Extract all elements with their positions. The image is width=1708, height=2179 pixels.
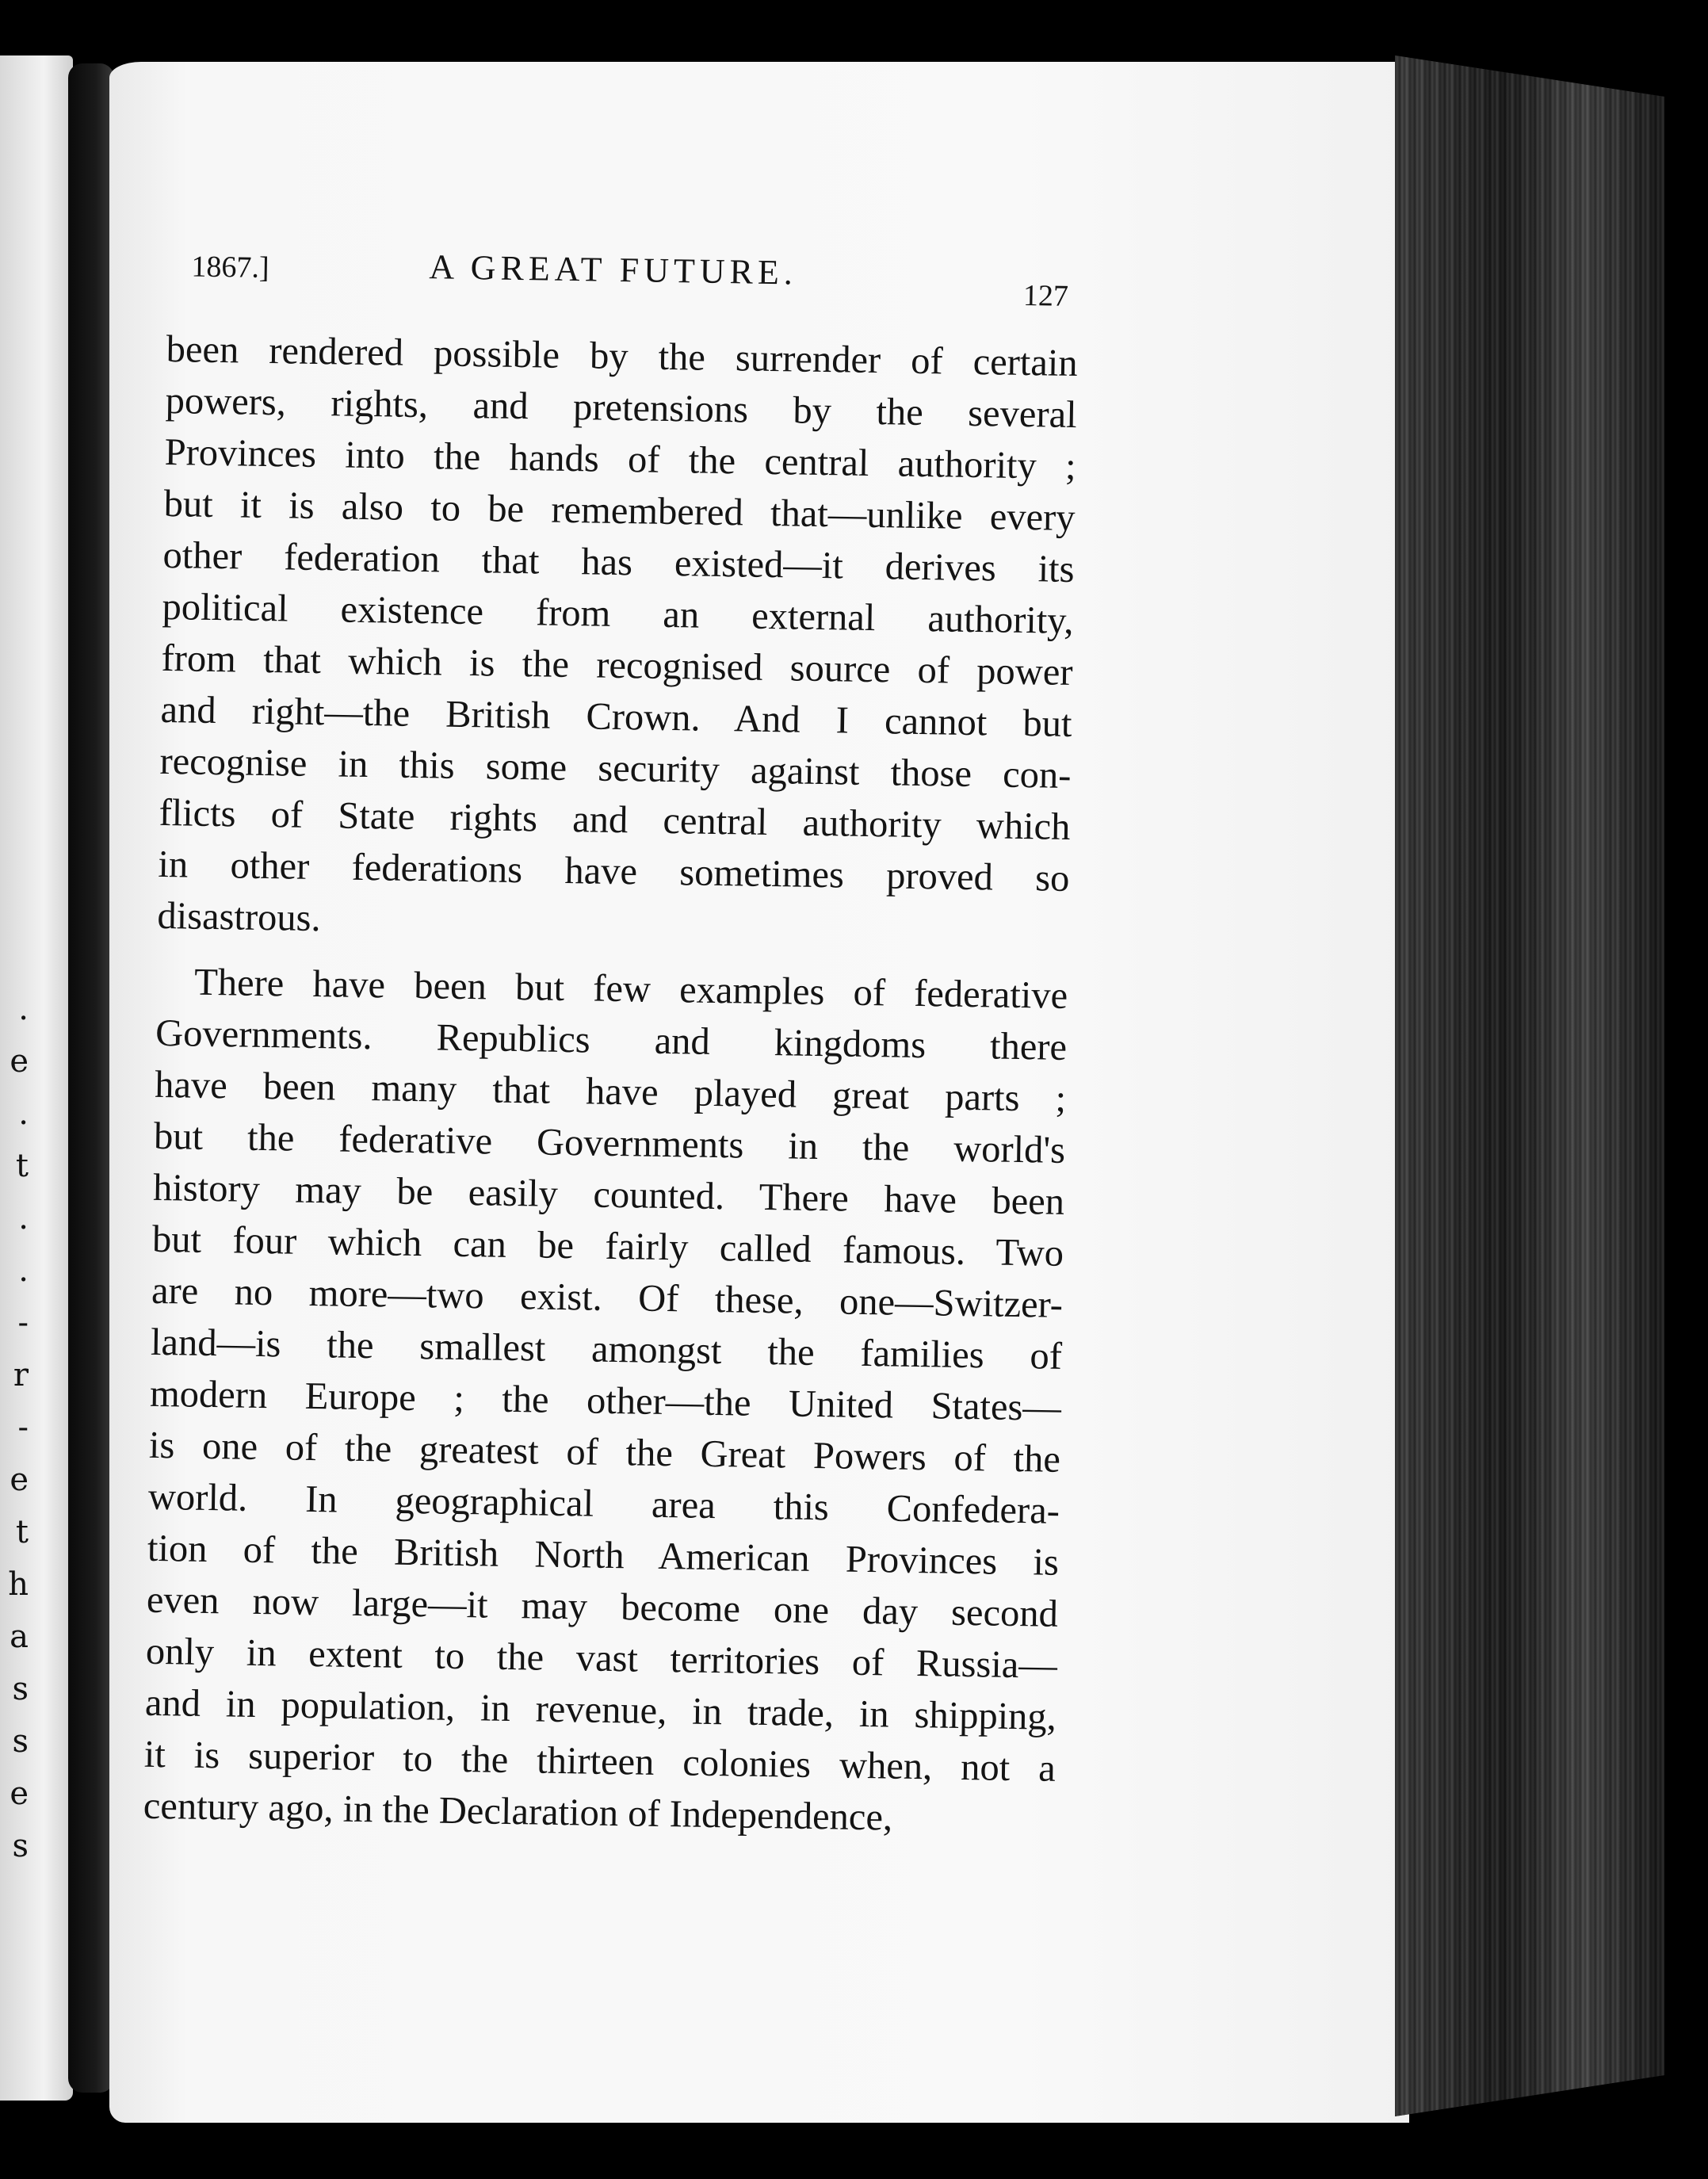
text-line: but it is also to be remembered that—unlike every — [163, 482, 1076, 540]
text-line: land—is the smallest amongst the families of — [150, 1321, 1063, 1378]
previous-page-fragment: . — [18, 991, 29, 1027]
text-line: flicts of State rights and central authority which — [159, 791, 1071, 848]
previous-page-fragment: h — [8, 1566, 29, 1603]
text-line: modern Europe ; the other—the United States— — [149, 1372, 1062, 1429]
text-line: history may be easily counted. There have been — [152, 1166, 1065, 1223]
previous-page-fragment: - — [17, 1409, 29, 1446]
previous-page-fragment: e — [10, 1462, 29, 1498]
previous-page-fragment: . — [18, 1095, 29, 1132]
running-head — [166, 236, 1079, 338]
text-line: but four which can be fairly called famous. Two — [151, 1218, 1064, 1275]
previous-page-fragment: s — [12, 1828, 29, 1864]
text-line: recognise in this some security against those con- — [159, 740, 1072, 797]
paragraph-1 — [157, 323, 1078, 956]
previous-page-fragment: s — [12, 1723, 29, 1760]
previous-page-fragment: . — [18, 1200, 29, 1237]
previous-page-fragment: t — [15, 1148, 29, 1184]
text-line: disastrous. — [157, 894, 322, 940]
text-line: other federation that has existed—it derives its — [162, 533, 1075, 591]
text-line: world. In geographical area this Confedera- — [147, 1475, 1060, 1532]
text-line: political existence from an external authority, — [162, 585, 1074, 643]
page-number: 127 — [1022, 278, 1069, 313]
running-head-title: A GREAT FUTURE. — [429, 247, 798, 292]
text-line: are no more—two exist. Of these, one—Switzer- — [151, 1269, 1064, 1326]
page-text-block — [143, 236, 1079, 1846]
text-line: and in population, in revenue, in trade, in shipping, — [144, 1681, 1057, 1738]
text-line: been rendered possible by the surrender of certain — [166, 327, 1079, 385]
previous-page-fragment: a — [10, 1619, 29, 1655]
previous-page-fragment: e — [10, 1043, 29, 1080]
previous-page-edge — [0, 55, 73, 2101]
text-line: and right—the British Crown. And I cannot but — [160, 688, 1072, 745]
text-line: Provinces into the hands of the central authority ; — [164, 430, 1076, 488]
previous-page-text-fragments — [0, 991, 32, 1942]
previous-page-fragment: . — [18, 1252, 29, 1289]
running-head-year: 1867.] — [191, 250, 269, 285]
page-block-edges — [1395, 55, 1664, 2116]
text-line: even now large—it may become one day second — [146, 1578, 1059, 1635]
previous-page-fragment: s — [12, 1671, 29, 1707]
text-line: century ago, in the Declaration of Independence, — [143, 1784, 893, 1839]
text-line: powers, rights, and pretensions by the several — [165, 379, 1078, 437]
previous-page-fragment: r — [13, 1357, 29, 1393]
text-line: but the federative Governments in the world's — [153, 1114, 1066, 1172]
previous-page-fragment: t — [15, 1514, 29, 1550]
book-gutter — [68, 63, 114, 2093]
text-line: There have been but few examples of federative — [193, 961, 1068, 1017]
previous-page-fragment: e — [10, 1776, 29, 1812]
text-line: have been many that have played great parts ; — [154, 1063, 1067, 1120]
paragraph-2 — [143, 956, 1068, 1846]
text-line: is one of the greatest of the Great Powers of the — [148, 1424, 1061, 1481]
text-line: only in extent to the vast territories of Russia— — [145, 1630, 1058, 1687]
text-line: Governments. Republics and kingdoms there — [155, 1011, 1068, 1068]
text-line: from that which is the recognised source of power — [161, 636, 1073, 694]
text-line: tion of the British North American Provinces is — [147, 1527, 1060, 1584]
text-line: in other federations have sometimes proved so — [158, 843, 1070, 900]
text-line: it is superior to the thirteen colonies when, not a — [143, 1733, 1057, 1790]
previous-page-fragment: - — [17, 1305, 29, 1341]
